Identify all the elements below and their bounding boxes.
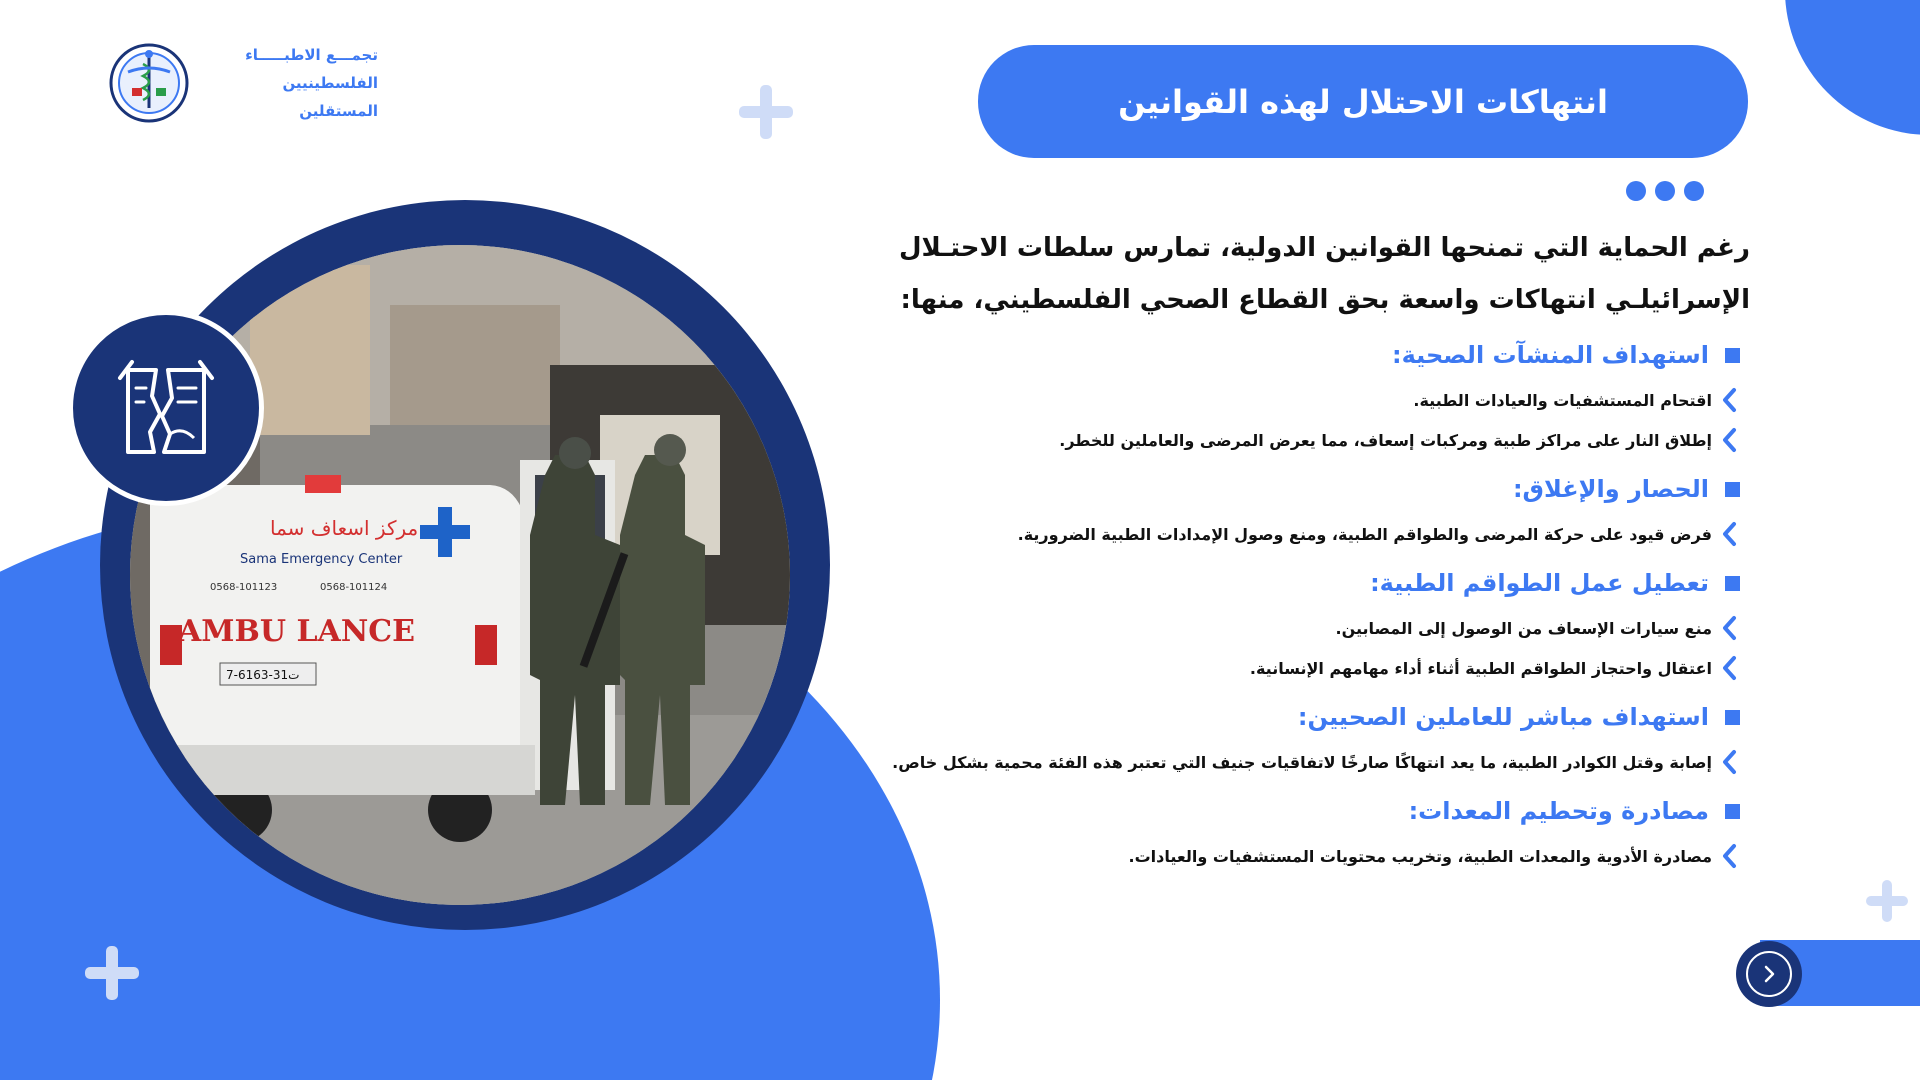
section-heading-text: مصادرة وتحطيم المعدات: xyxy=(1408,797,1709,825)
chevron-left-icon xyxy=(1720,843,1738,869)
torn-document-icon xyxy=(106,348,226,468)
square-bullet-icon xyxy=(1725,710,1740,725)
logo-line-2: الفلسطينيين المستقلين xyxy=(282,74,378,120)
violation-section xyxy=(820,786,1750,876)
plus-decoration-icon xyxy=(739,85,793,139)
list-item xyxy=(820,742,1738,782)
section-heading-text: استهداف المنشآت الصحية: xyxy=(1392,341,1709,369)
section-heading xyxy=(820,786,1740,836)
section-heading xyxy=(820,692,1740,742)
photo-phone-2: 0568-101124 xyxy=(320,582,388,593)
chevron-left-icon xyxy=(1720,387,1738,413)
chevron-right-icon xyxy=(1759,964,1779,984)
photo-ambulance-text: AMBU LANCE xyxy=(178,614,415,649)
section-heading xyxy=(820,330,1740,380)
page-title: انتهاكات الاحتلال لهذه القوانين xyxy=(1118,82,1608,121)
square-bullet-icon xyxy=(1725,576,1740,591)
bullet-list xyxy=(820,380,1750,460)
plus-decoration-icon xyxy=(85,946,139,1000)
violation-section xyxy=(820,464,1750,554)
title-banner xyxy=(978,45,1748,158)
section-heading xyxy=(820,558,1740,608)
section-heading xyxy=(820,464,1740,514)
list-item xyxy=(820,648,1738,688)
bullet-text: مصادرة الأدوية والمعدات الطبية، وتخريب محتويات المستشفيات والعيادات. xyxy=(1128,846,1712,866)
list-item xyxy=(820,420,1738,460)
bullet-text: منع سيارات الإسعاف من الوصول إلى المصابين. xyxy=(1335,618,1712,638)
intro-paragraph: رغم الحماية التي تمنحها القوانين الدولية، تمارس سلطات الاحتـلال الإسرائيلـي انتهاكات واسعة بحق القطاع الصحي الفلسطيني، منها: xyxy=(899,233,1750,315)
square-bullet-icon xyxy=(1725,482,1740,497)
bullet-text: إطلاق النار على مراكز طبية ومركبات إسعاف، مما يعرض المرضى والعاملين للخطر. xyxy=(1059,430,1712,450)
dot xyxy=(1626,181,1646,201)
chevron-left-icon xyxy=(1720,427,1738,453)
photo-sign-en: Sama Emergency Center xyxy=(240,552,403,567)
bullet-text: فرض قيود على حركة المرضى والطواقم الطبية، ومنع وصول الإمدادات الطبية الضرورية. xyxy=(1017,524,1712,544)
section-heading-text: تعطيل عمل الطواقم الطبية: xyxy=(1370,569,1709,597)
bullet-text: اقتحام المستشفيات والعيادات الطبية. xyxy=(1413,390,1712,410)
list-item xyxy=(820,608,1738,648)
organization-logo xyxy=(108,38,378,128)
main-content xyxy=(820,222,1750,876)
chevron-left-icon xyxy=(1720,615,1738,641)
bullet-text: اعتقال واحتجاز الطواقم الطبية أثناء أداء مهامهم الإنسانية. xyxy=(1249,658,1712,678)
bullet-list xyxy=(820,742,1750,782)
bullet-list xyxy=(820,608,1750,688)
pagination-dots xyxy=(1626,181,1704,201)
dot xyxy=(1684,181,1704,201)
dot xyxy=(1655,181,1675,201)
bullet-list xyxy=(820,836,1750,876)
square-bullet-icon xyxy=(1725,804,1740,819)
photo-plate: 7-6163-31ت xyxy=(226,668,300,682)
list-item xyxy=(820,380,1738,420)
chevron-left-icon xyxy=(1720,521,1738,547)
square-bullet-icon xyxy=(1725,348,1740,363)
photo-phone-1: 0568-101123 xyxy=(210,582,278,593)
logo-line-1: تجمـــع الاطبـــــاء xyxy=(245,46,378,64)
list-item xyxy=(820,514,1738,554)
medical-association-logo xyxy=(108,42,190,124)
torn-document-badge xyxy=(68,310,264,506)
bullet-list xyxy=(820,514,1750,554)
violation-section xyxy=(820,558,1750,688)
bullet-text: إصابة وقتل الكوادر الطبية، ما يعد انتهاكًا صارخًا لاتفاقيات جنيف التي تعتبر هذه الفئة محمية بشكل خاص. xyxy=(892,752,1712,772)
chevron-left-icon xyxy=(1720,655,1738,681)
section-heading-text: استهداف مباشر للعاملين الصحيين: xyxy=(1297,703,1709,731)
photo-sign-ar: مركز اسعاف سما xyxy=(270,516,419,540)
violation-section xyxy=(820,330,1750,460)
background-circle-top-right xyxy=(1785,0,1920,135)
section-heading-text: الحصار والإغلاق: xyxy=(1512,475,1709,503)
list-item xyxy=(820,836,1738,876)
plus-decoration-icon xyxy=(1866,880,1908,922)
chevron-left-icon xyxy=(1720,749,1738,775)
next-button[interactable] xyxy=(1736,941,1802,1007)
violation-section xyxy=(820,692,1750,782)
